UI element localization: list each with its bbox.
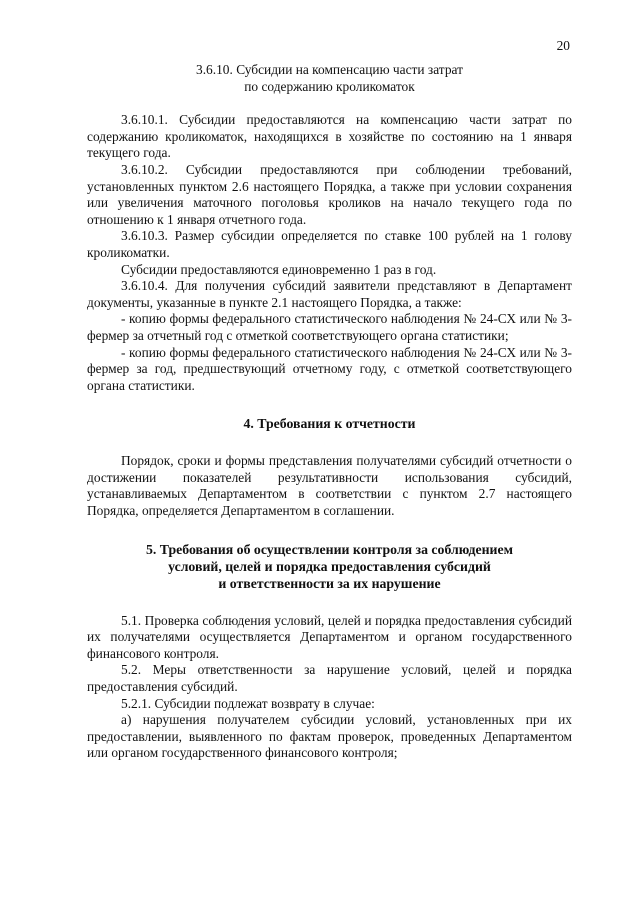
paragraph-3-6-10-2: 3.6.10.2. Субсидии предоставляются при соблюдении требований, установленных пунктом 2.6 настоящего Порядка, а также при условии сохранения или увеличения маточного поголовья кроликов на начало текущего года по отношению к 1 января отчетного года. (87, 161, 572, 227)
paragraph-3-6-10-4: 3.6.10.4. Для получения субсидий заявители представляют в Департамент документы, указанные в пункте 2.1 настоящего Порядка, а также: (87, 278, 572, 310)
paragraph-3-6-10-1: 3.6.10.1. Субсидии предоставляются на компенсацию части затрат по содержанию кроликоматок, находящихся в хозяйстве по состоянию на 1 января текущего года. (87, 112, 572, 161)
paragraph-once-a-year: Субсидии предоставляются единовременно 1 раз в год. (121, 261, 437, 277)
document-body (87, 62, 572, 762)
section-3-6-10-title-line1: 3.6.10. Субсидии на компенсацию части затрат (196, 62, 463, 77)
paragraph-reporting-procedure: Порядок, сроки и формы представления получателями субсидий отчетности о достижении показателей результативности использования субсидий, устанавливаемых Департаментом в соответствии с пунктом 2.7 настоящего Порядка, определяется Департаментом в соглашении. (87, 453, 572, 519)
list-item-form-previous-year: - копию формы федерального статистического наблюдения № 24-СХ или № 3-фермер за год, предшествующий отчетному году, с отметкой соответствующего органа статистики. (87, 344, 572, 393)
list-item-a-violation: а) нарушения получателем субсидии условий, установленных при их предоставлении, выявленного по фактам проверок, проведенных Департаментом или органом государственного финансового контроля; (87, 712, 572, 761)
section-5-title (87, 541, 572, 592)
paragraph-5-2-1: 5.2.1. Субсидии подлежат возврату в случае: (121, 695, 375, 711)
paragraph-3-6-10-3: 3.6.10.3. Размер субсидии определяется по ставке 100 рублей на 1 голову кроликоматки. (87, 228, 572, 260)
section-5-title-line1: 5. Требования об осуществлении контроля за соблюдением (145, 541, 514, 557)
paragraph-5-2: 5.2. Меры ответственности за нарушение условий, целей и порядка предоставления субсидий. (87, 662, 572, 695)
section-3-6-10-title-line2: по содержанию кроликоматок (244, 78, 415, 94)
section-5-title-line3: и ответственности за их нарушение (218, 575, 441, 591)
page-number: 20 (556, 38, 570, 53)
section-5-title-line2: условий, целей и порядка предоставления субсидий (168, 558, 491, 574)
paragraph-5-1: 5.1. Проверка соблюдения условий, целей и порядка предоставления субсидий их получателями осуществляется Департаментом и органом государственного финансового контроля. (87, 612, 572, 661)
section-3-6-10-title (87, 62, 572, 95)
list-item-form-reporting-year: - копию формы федерального статистического наблюдения № 24-СХ или № 3-фермер за отчетный год с отметкой соответствующего органа статистики; (87, 311, 572, 343)
section-4-title: 4. Требования к отчетности (243, 416, 416, 432)
